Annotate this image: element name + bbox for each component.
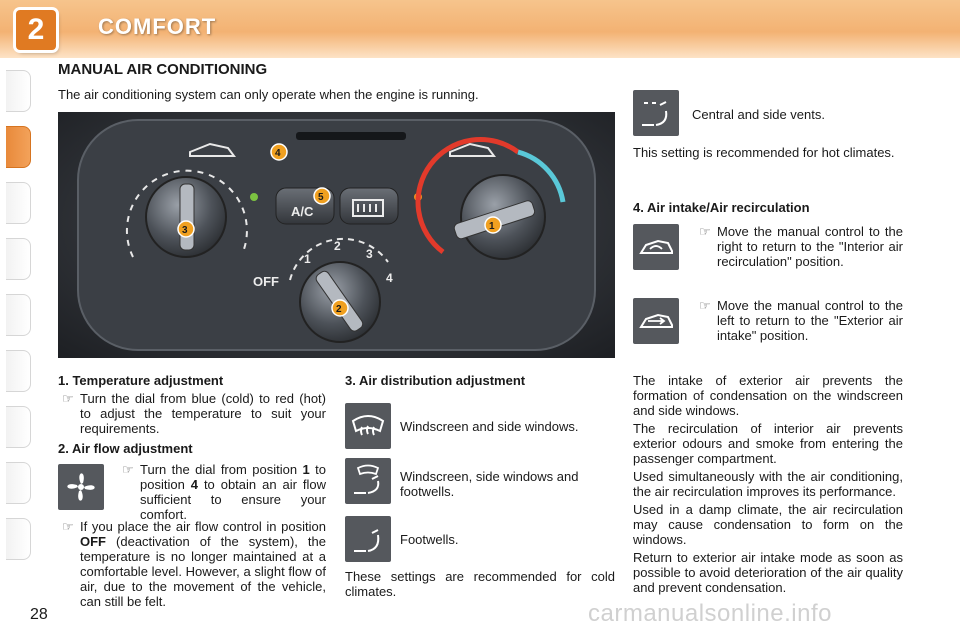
airflow-heading: 2. Air flow adjustment [58, 441, 193, 456]
intake-heading: 4. Air intake/Air recirculation [633, 200, 810, 215]
bullet-mark-icon: ☞ [699, 298, 711, 313]
distribution-item-3-label: Footwells. [400, 532, 459, 547]
temperature-bullet [62, 391, 326, 436]
vents-icon [633, 90, 679, 136]
svg-text:2: 2 [336, 304, 342, 315]
intake-paragraph-1: The intake of exterior air prevents the formation of condensation on the windscreen and side windows. [633, 373, 903, 418]
footwell-icon [345, 516, 391, 562]
svg-text:4: 4 [275, 148, 281, 159]
intake-bullet-2: ☞ Move the manual control to the left to return to the "Exterior air intake" position. [699, 298, 903, 343]
control-panel-photo [58, 112, 615, 358]
intake-paragraphs [633, 373, 903, 595]
page-number: 28 [30, 606, 48, 623]
speed-label-4: 4 [386, 271, 393, 285]
bullet-mark-icon: ☞ [62, 519, 74, 534]
watermark: carmanualsonline.info [588, 600, 832, 627]
distribution-heading: 3. Air distribution adjustment [345, 373, 526, 388]
intake-paragraph-2: The recirculation of interior air prevents exterior odours and smoke from entering the passenger compartment. [633, 421, 903, 466]
speed-label-3: 3 [366, 247, 373, 261]
bullet-mark-icon: ☞ [699, 224, 711, 239]
callout-2 [332, 300, 348, 316]
intake-paragraph-3: Used simultaneously with the air conditioning, the air recirculation improves its performance. [633, 469, 903, 499]
intake-bullet-1: ☞ Move the manual control to the right to return to the "Interior air recirculation" position. [699, 224, 903, 269]
speed-label-1: 1 [304, 252, 311, 266]
distribution-item-2-label: Windscreen, side windows and footwells. [400, 469, 579, 499]
recirculation-icon [633, 224, 679, 270]
speed-label-2: 2 [334, 239, 341, 253]
rear-defrost-button[interactable] [340, 188, 398, 224]
fan-icon [58, 464, 104, 510]
windscreen-defrost-icon [345, 403, 391, 449]
svg-text:5: 5 [318, 192, 324, 203]
ac-button-label: A/C [291, 204, 314, 219]
windscreen-footwell-icon [345, 458, 391, 504]
exterior-air-intake-icon [633, 298, 679, 344]
callout-4 [271, 144, 287, 160]
svg-text:1: 1 [489, 221, 495, 232]
chapter-tab-5[interactable] [6, 294, 31, 336]
callout-5 [314, 188, 330, 204]
ac-indicator-led [250, 193, 258, 201]
control-panel-illustration [58, 112, 615, 358]
off-label: OFF [253, 274, 279, 289]
chapter-tab-8[interactable] [6, 462, 31, 504]
chapter-tab-strip [0, 62, 34, 582]
chapter-tab-6[interactable] [6, 350, 31, 392]
chapter-title: COMFORT [98, 14, 217, 39]
callout-3 [178, 221, 194, 237]
bullet-mark-icon: ☞ [62, 391, 74, 406]
chapter-tab-1[interactable] [6, 70, 31, 112]
vents-note: This setting is recommended for hot climates. [633, 145, 895, 160]
section-intro: The air conditioning system can only operate when the engine is running. [58, 87, 479, 102]
chapter-header [0, 0, 960, 58]
temperature-text: Turn the dial from blue (cold) to red (hot) to adjust the temperature to suit your requirements. [80, 391, 326, 436]
chapter-tab-7[interactable] [6, 406, 31, 448]
svg-text:3: 3 [182, 225, 188, 236]
callout-1 [485, 217, 501, 233]
airflow-bullet-2: ☞ If you place the air flow control in position OFF (deactivation of the system), the temperature is no longer maintained at a comfortable level. However, a slight flow of air, due to the movement of the vehicle, can still be felt. [62, 519, 326, 609]
chapter-tab-9[interactable] [6, 518, 31, 560]
temperature-heading: 1. Temperature adjustment [58, 373, 224, 388]
intake-paragraph-5: Return to exterior air intake mode as soon as possible to avoid deterioration of the air quality and prevent condensation. [633, 550, 903, 595]
bullet-mark-icon: ☞ [122, 462, 134, 477]
chapter-tab-4[interactable] [6, 238, 31, 280]
section-title: MANUAL AIR CONDITIONING [58, 61, 268, 78]
chapter-number-badge: 2 [16, 10, 56, 50]
chapter-tab-2-active[interactable] [6, 126, 31, 168]
distribution-note: These settings are recommended for cold climates. [345, 569, 615, 599]
distribution-item-1-label: Windscreen and side windows. [400, 419, 579, 434]
vents-label: Central and side vents. [692, 107, 825, 122]
intake-paragraph-4: Used in a damp climate, the air recirculation may cause condensation to form on the windows. [633, 502, 903, 547]
chapter-tab-3[interactable] [6, 182, 31, 224]
airflow-bullet-1: ☞ Turn the dial from position 1 to position 4 to obtain an air flow sufficient to ensure your comfort. [122, 462, 326, 522]
